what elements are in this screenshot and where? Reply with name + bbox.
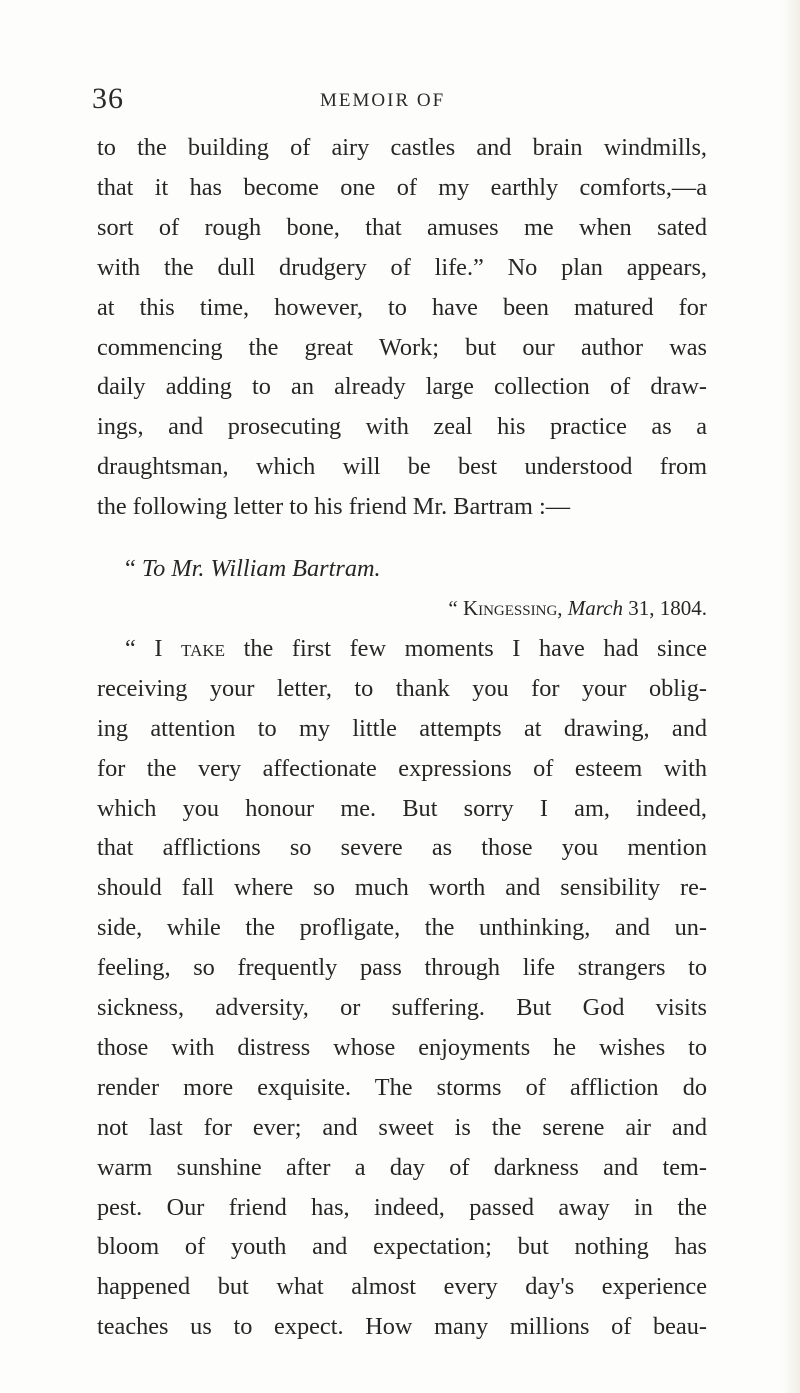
text-line: daily adding to an already large collection of draw- bbox=[97, 373, 707, 401]
text-line: that it has become one of my earthly comforts,—a bbox=[97, 173, 707, 201]
text-line: pest. Our friend has, indeed, passed away in the bbox=[97, 1193, 707, 1221]
text-line: the following letter to his friend Mr. Bartram :— bbox=[97, 493, 571, 521]
body-text bbox=[97, 128, 707, 1347]
text-line: commencing the great Work; but our author was bbox=[97, 333, 707, 361]
text-line: receiving your letter, to thank you for your oblig- bbox=[97, 674, 707, 702]
text-line: draughtsman, which will be best understood from bbox=[97, 453, 707, 481]
text-line: those with distress whose enjoyments he wishes to bbox=[97, 1033, 707, 1061]
text-line: for the very affectionate expressions of esteem with bbox=[97, 754, 707, 782]
text-line: happened but what almost every day's experience bbox=[97, 1273, 707, 1301]
salutation-text: To Mr. William Bartram. bbox=[141, 555, 381, 583]
text-line: side, while the profligate, the unthinking, and un- bbox=[97, 914, 707, 942]
text-line bbox=[97, 629, 707, 669]
smallcaps-word: take bbox=[181, 634, 226, 662]
open-quote: “ bbox=[448, 595, 463, 620]
paragraph bbox=[97, 128, 707, 527]
text-line: ing attention to my little attempts at drawing, and bbox=[97, 714, 707, 742]
first-line-rest: the first few moments I have had since bbox=[225, 634, 707, 662]
text-line: that afflictions so severe as those you mention bbox=[97, 834, 707, 862]
text-line: render more exquisite. The storms of affliction do bbox=[97, 1073, 707, 1101]
letter-body bbox=[97, 629, 707, 1347]
text-line: to the building of airy castles and brain windmills, bbox=[97, 134, 707, 161]
text-line: at this time, however, to have been matured for bbox=[97, 293, 707, 321]
running-head: MEMOIR OF bbox=[320, 90, 446, 111]
text-line: with the dull drudgery of life.” No plan appears, bbox=[97, 253, 707, 281]
page-edge-shadow bbox=[782, 0, 800, 1393]
text-line: bloom of youth and expectation; but nothing has bbox=[97, 1233, 707, 1261]
open-quote: “ bbox=[125, 555, 142, 583]
text-line: which you honour me. But sorry I am, indeed, bbox=[97, 794, 707, 822]
letter-date bbox=[97, 589, 707, 629]
date-month: March bbox=[567, 595, 623, 620]
letter-salutation bbox=[97, 549, 707, 589]
text-line: not last for ever; and sweet is the serene air and bbox=[97, 1113, 707, 1141]
text-line: should fall where so much worth and sensibility re- bbox=[97, 874, 707, 902]
text-line: ings, and prosecuting with zeal his practice as a bbox=[97, 413, 707, 441]
text-line: sort of rough bone, that amuses me when sated bbox=[97, 213, 707, 241]
page-number: 36 bbox=[92, 82, 124, 115]
text-line: sickness, adversity, or suffering. But God visits bbox=[97, 994, 707, 1022]
open-quote: “ I bbox=[125, 634, 182, 662]
date-rest: 31, 1804. bbox=[623, 595, 707, 620]
text-line: teaches us to expect. How many millions of beau- bbox=[97, 1313, 707, 1341]
date-place: Kingessing, bbox=[462, 595, 563, 620]
text-line: feeling, so frequently pass through life strangers to bbox=[97, 954, 707, 982]
text-line: warm sunshine after a day of darkness and tem- bbox=[97, 1153, 707, 1181]
